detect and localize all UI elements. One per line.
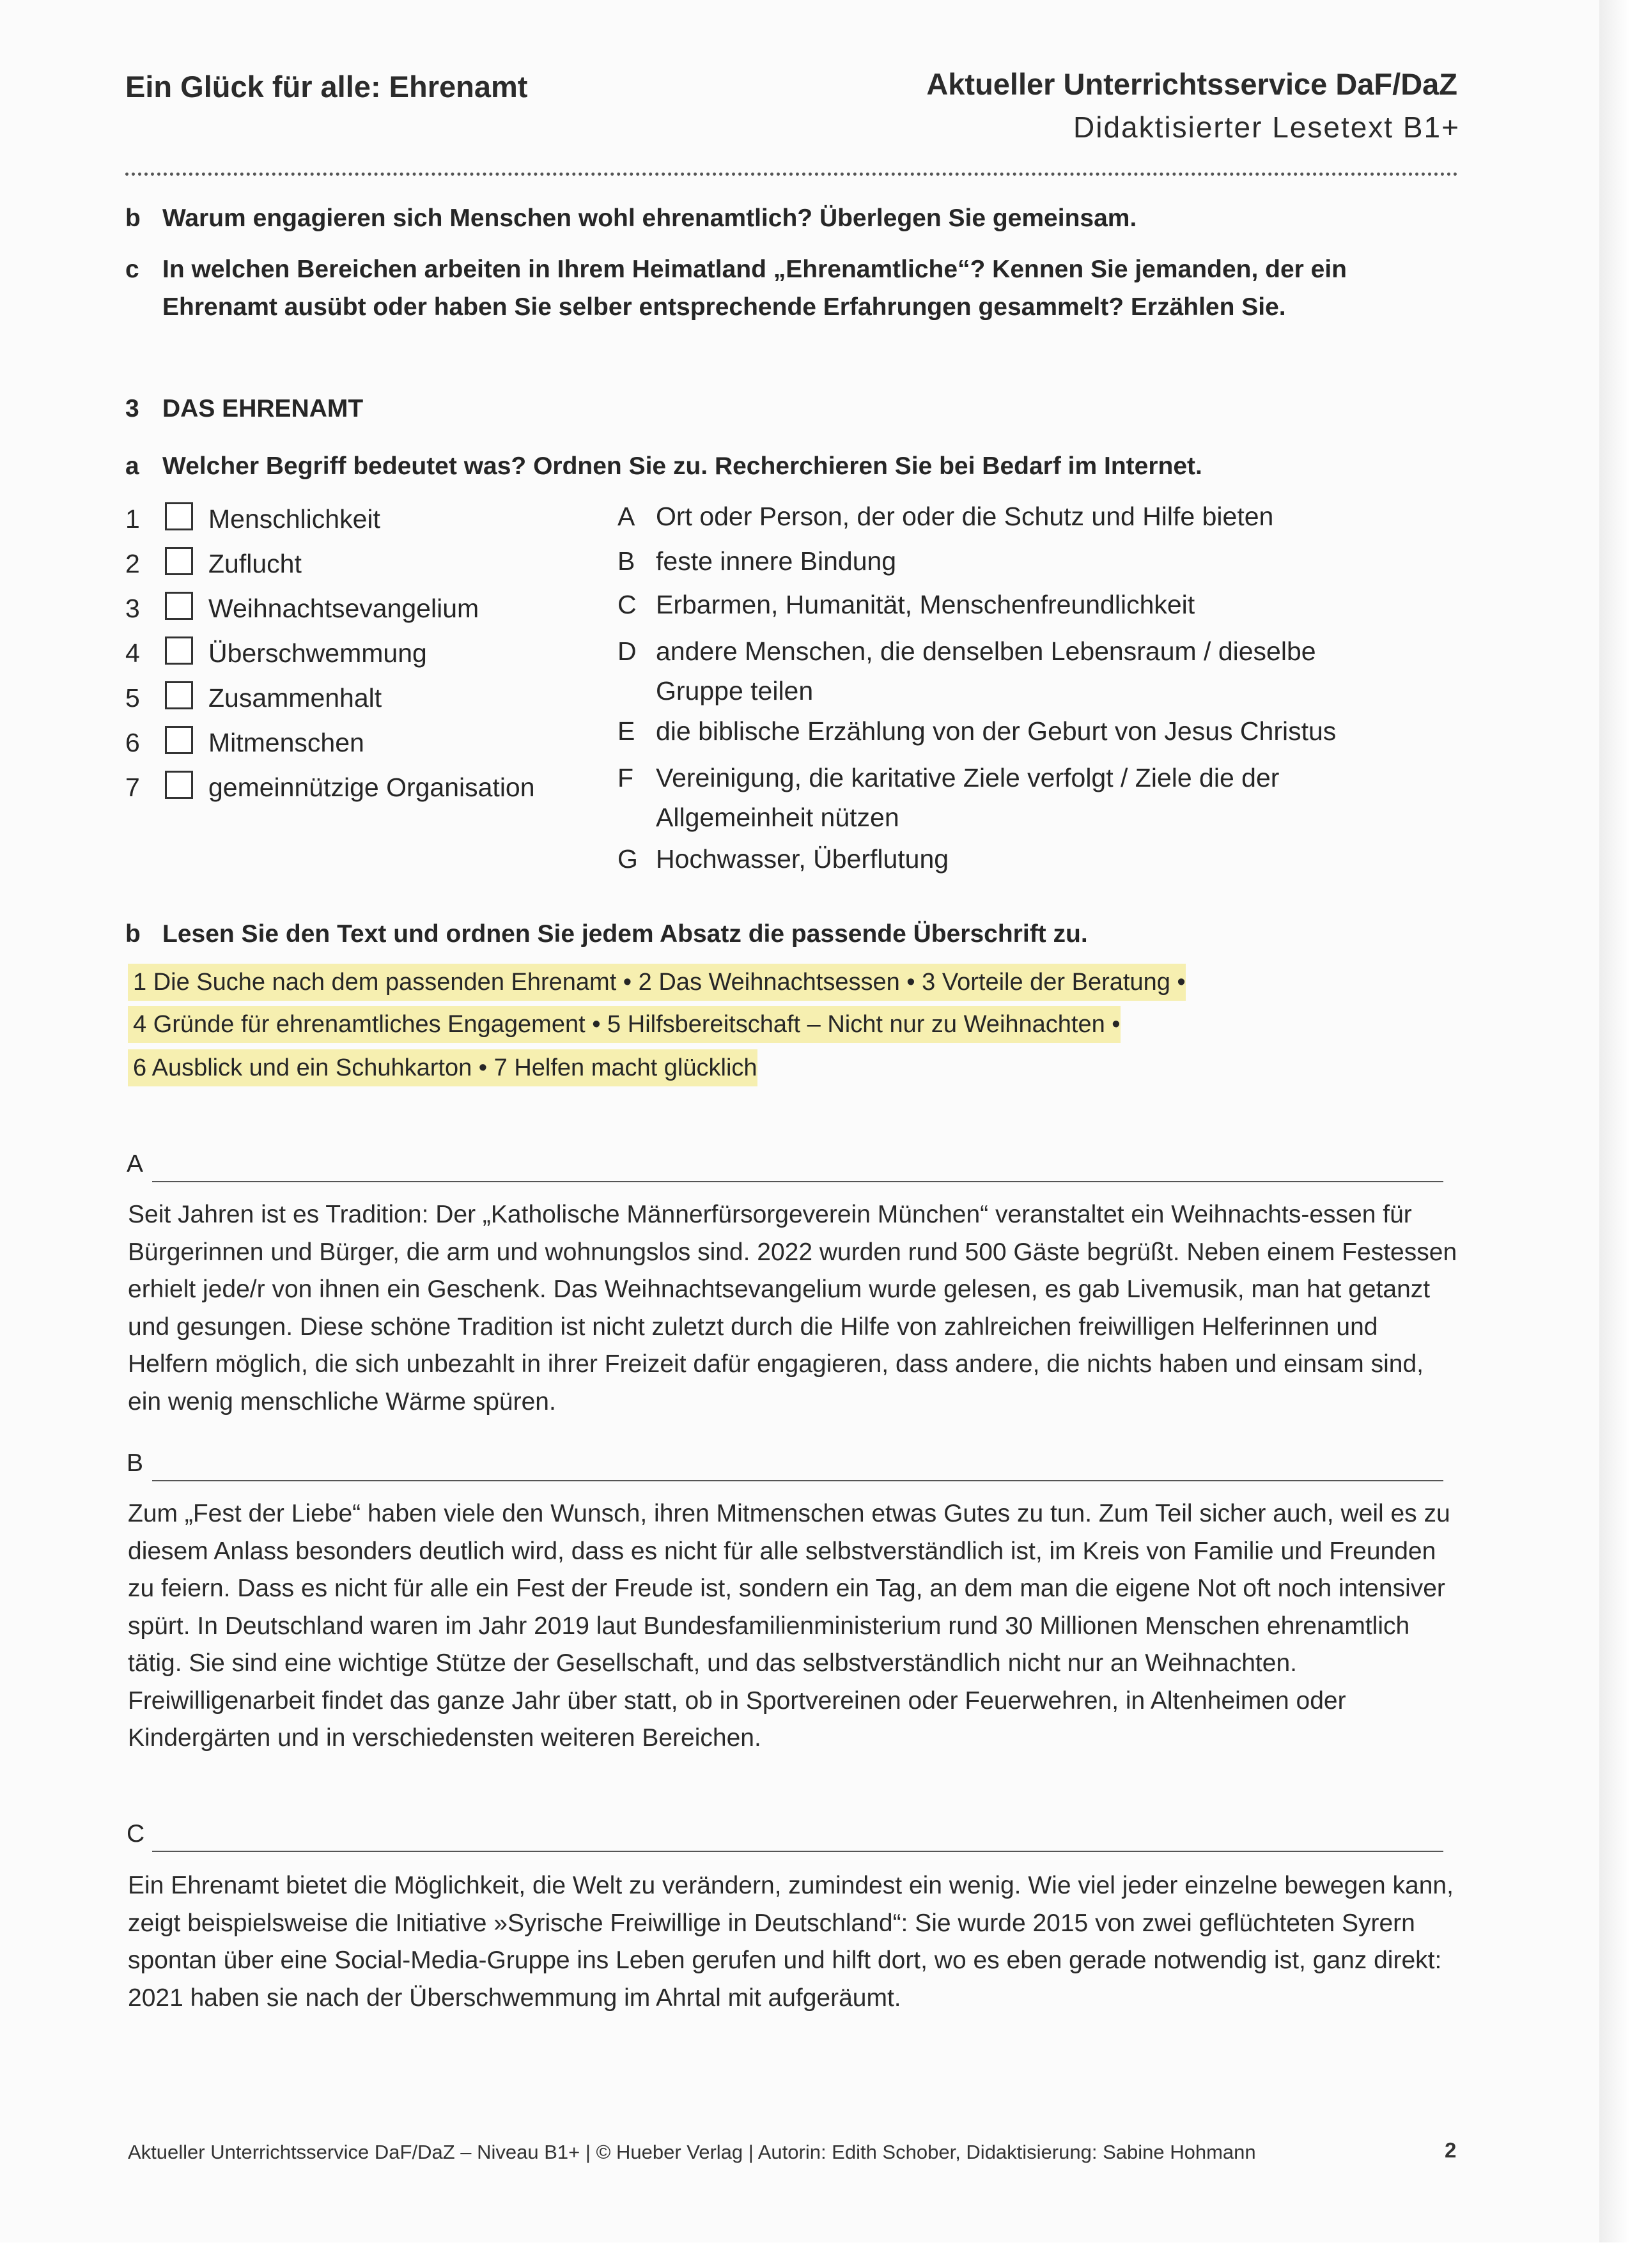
answer-checkbox[interactable] xyxy=(165,771,193,799)
answer-rule xyxy=(152,1181,1443,1182)
task-3b xyxy=(125,915,1468,953)
answer-checkbox[interactable] xyxy=(165,592,193,620)
answer-checkbox[interactable] xyxy=(165,547,193,575)
term-number: 1 xyxy=(125,504,140,534)
definition-letter: E xyxy=(617,716,635,746)
term-word: Zuflucht xyxy=(208,549,302,578)
definition-text: feste innere Bindung xyxy=(656,546,897,576)
series-title: Aktueller Unterrichtsservice DaF/DaZ xyxy=(926,67,1457,101)
task-b-label: b xyxy=(125,204,141,232)
answer-checkbox[interactable] xyxy=(165,726,193,754)
answer-rule xyxy=(152,1851,1443,1852)
task-3b-text: Lesen Sie den Text und ordnen Sie jedem Absatz die passende Überschrift zu. xyxy=(162,920,1088,948)
term-number: 3 xyxy=(125,594,140,623)
task-3a-label: a xyxy=(125,452,139,480)
definition-letter: B xyxy=(617,546,635,576)
answer-line-letter: C xyxy=(127,1820,145,1848)
term-word: gemeinnützige Organisation xyxy=(208,773,535,802)
definition-text: Ort oder Person, der oder die Schutz und Hilfe bieten xyxy=(656,502,1274,531)
term-number: 4 xyxy=(125,638,140,668)
term-word: Überschwemmung xyxy=(208,638,427,668)
highlighted-headings-line: 4 Gründe für ehrenamtliches Engagement • 5 Hilfsbereitschaft – Nicht nur zu Weihnachten • xyxy=(128,1006,1121,1043)
definition-letter: F xyxy=(617,763,634,792)
definition-text: die biblische Erzählung von der Geburt von Jesus Christus xyxy=(656,716,1337,746)
paragraph-b: Zum „Fest der Liebe“ haben viele den Wunsch, ihren Mitmenschen etwas Gutes zu tun. Zum Teil sicher auch, weil es zu diesem Anlass besonders deutlich wird, dass es nicht für alle selbstverständlich ist, im Kreis von Familie und Freunden zu feiern. Dass es nicht für alle ein Fest der Freude ist, sondern ein Tag, an dem man die eigene Not oft noch intensiver spürt. In Deutschland waren im Jahr 2019 laut Bundesfamilienministerium rund 30 Millionen Menschen ehrenamtlich tätig. Sie sind eine wichtige Stütze der Gesellschaft, und das selbstverständlich nicht nur an Weihnachten. Freiwilligenarbeit findet das ganze Jahr über statt, ob in Sportvereinen oder Feuerwehren, in Altenheimen oder Kindergärten und in verschiedensten weiteren Bereichen. xyxy=(128,1500,1450,1752)
footer-credits: Aktueller Unterrichtsservice DaF/DaZ – Niveau B1+ | © Hueber Verlag | Autorin: Edith Schober, Didaktisierung: Sabine Hohmann xyxy=(128,2141,1256,2163)
scan-edge-shadow xyxy=(1599,0,1630,2268)
term-number: 2 xyxy=(125,549,140,578)
page-number: 2 xyxy=(1445,2138,1457,2162)
paragraph-a: Seit Jahren ist es Tradition: Der „Katholische Männerfürsorgeverein München“ veranstaltet ein Weihnachts-essen für Bürgerinnen und Bürger, die arm und wohnungslos sind. 2022 wurden rund 500 Gäste begrüßt. Neben einem Festessen erhielt jede/r von ihnen ein Geschenk. Das Weihnachtsevangelium wurde gelesen, es gab Livemusik, man hat getanzt und gesungen. Diese schöne Tradition ist nicht zuletzt durch die Hilfe von zahlreichen freiwilligen Helferinnen und Helfern möglich, die sich unbezahlt in ihrer Freizeit dafür engagieren, dass andere, die nichts haben und einsam sind, ein wenig menschliche Wärme spüren. xyxy=(128,1201,1457,1416)
answer-line-letter: A xyxy=(127,1150,144,1178)
paragraph-c: Ein Ehrenamt bietet die Möglichkeit, die Welt zu verändern, zumindest ein wenig. Wie viel jeder einzelne bewegen kann, zeigt beispielsweise die Initiative »Syrische Freiwillige in Deutschland“: Sie wurde 2015 von zwei geflüchteten Syrern spontan über eine Social-Media-Gruppe ins Leben gerufen und hilft dort, wo es eben gerade notwendig ist, ganz direkt: 2021 haben sie nach der Überschwemmung im Ahrtal mit aufgeräumt. xyxy=(128,1872,1454,2012)
answer-checkbox[interactable] xyxy=(165,636,193,665)
term-word: Zusammenhalt xyxy=(208,683,382,713)
scan-bottom-edge xyxy=(0,2242,1630,2268)
answer-checkbox[interactable] xyxy=(165,681,193,709)
definition-text: Hochwasser, Überflutung xyxy=(656,844,949,874)
task-c-label: c xyxy=(125,256,139,283)
term-number: 6 xyxy=(125,728,140,757)
definition-letter: D xyxy=(617,636,637,666)
definition-letter: C xyxy=(617,590,637,619)
definition-text: Vereinigung, die karitative Ziele verfolgt / Ziele die der Allgemeinheit nützen xyxy=(656,763,1280,832)
task-3a xyxy=(125,447,1468,486)
worksheet-title: Ein Glück für alle: Ehrenamt xyxy=(125,70,528,104)
section-number: 3 xyxy=(125,395,139,422)
term-number: 7 xyxy=(125,773,140,802)
term-word: Menschlichkeit xyxy=(208,504,380,534)
series-subtitle: Didaktisierter Lesetext B1+ xyxy=(1073,111,1460,144)
task-c xyxy=(125,251,1468,327)
definition-text: Erbarmen, Humanität, Menschenfreundlichkeit xyxy=(656,590,1195,619)
highlighted-headings-line: 1 Die Suche nach dem passenden Ehrenamt • 2 Das Weihnachtsessen • 3 Vorteile der Beratung • xyxy=(128,964,1186,1001)
highlighted-headings-line: 6 Ausblick und ein Schuhkarton • 7 Helfen macht glücklich xyxy=(128,1049,757,1086)
term-word: Mitmenschen xyxy=(208,728,364,757)
definition-text: andere Menschen, die denselben Lebensraum / dieselbe Gruppe teilen xyxy=(656,636,1316,706)
definition-letter: G xyxy=(617,844,638,874)
answer-line-letter: B xyxy=(127,1449,144,1477)
task-c-text: In welchen Bereichen arbeiten in Ihrem Heimatland „Ehrenamtliche“? Kennen Sie jemanden, der ein Ehrenamt ausübt oder haben Sie selber entsprechende Erfahrungen gesammelt? Erzählen Sie. xyxy=(162,256,1347,321)
task-3a-text: Welcher Begriff bedeutet was? Ordnen Sie zu. Recherchieren Sie bei Bedarf im Internet. xyxy=(162,452,1202,480)
task-3b-label: b xyxy=(125,920,141,948)
term-number: 5 xyxy=(125,683,140,713)
definition-letter: A xyxy=(617,502,635,531)
task-b xyxy=(125,199,1468,238)
answer-checkbox[interactable] xyxy=(165,502,193,530)
section-title: DAS EHRENAMT xyxy=(162,395,364,422)
term-word: Weihnachtsevangelium xyxy=(208,594,479,623)
task-b-text: Warum engagieren sich Menschen wohl ehrenamtlich? Überlegen Sie gemeinsam. xyxy=(162,204,1137,232)
answer-rule xyxy=(152,1480,1443,1481)
header-divider xyxy=(125,173,1458,176)
